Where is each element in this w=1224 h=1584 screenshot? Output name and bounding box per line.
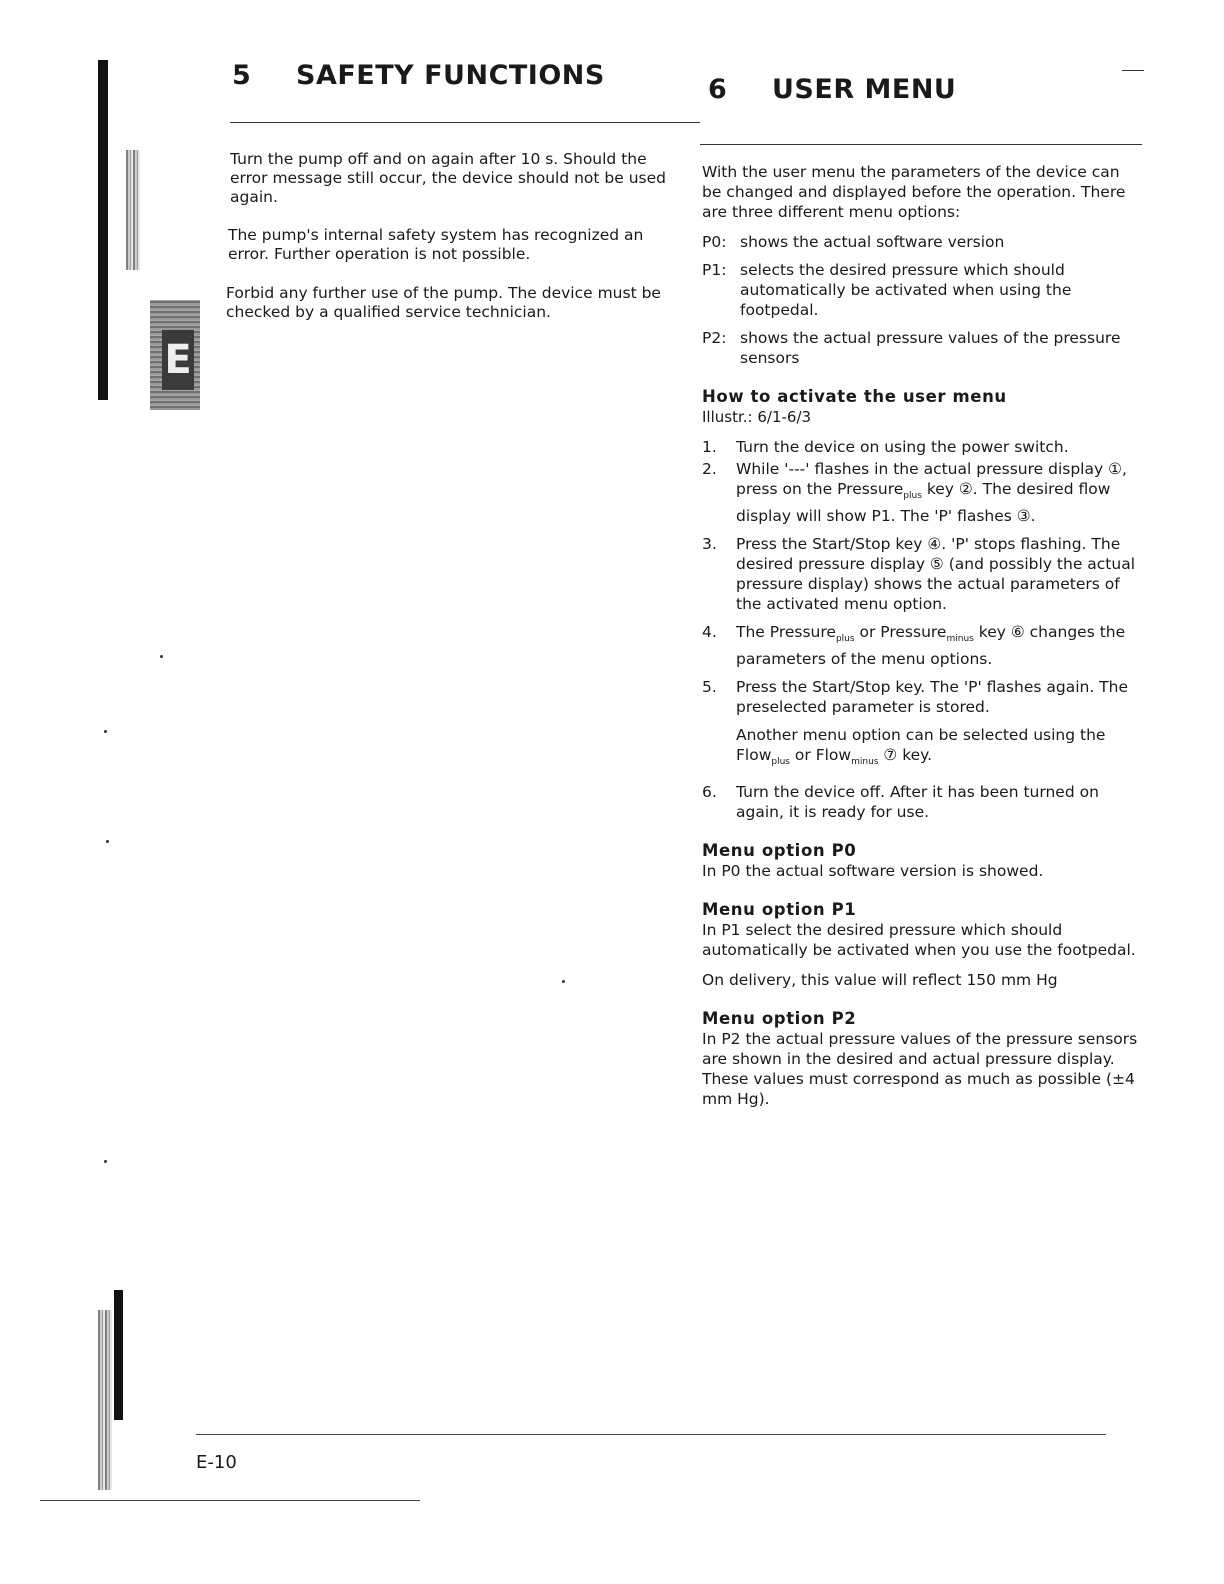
- scan-speck: [562, 980, 565, 983]
- scan-binding-bar-top: [98, 60, 108, 400]
- safety-paragraph-2: The pump's internal safety system has recognized an error. Further operation is not possible.: [228, 226, 644, 263]
- scan-speck: [160, 655, 163, 658]
- step-text: Press the Start/Stop key. The 'P' flashes again. The preselected parameter is stored.: [736, 678, 1129, 717]
- footer-rule: [196, 1434, 1106, 1435]
- menu-option-p1-heading: Menu option P1: [702, 900, 857, 920]
- step-number: 5.: [702, 678, 717, 697]
- menu-option-p0-heading: Menu option P0: [702, 841, 857, 861]
- header-rule-left: [230, 122, 700, 123]
- step-text: Press the Start/Stop key ④. 'P' stops flashing. The desired pressure display ⑤ (and possibly the actual pressure display) shows the actual parameters of the activated menu option.: [736, 535, 1136, 614]
- step-text: While '---' flashes in the actual pressure display ①, press on the Pressure$_{plus}$ key ②. The desired flow display will show P1. The 'P' flashes ③.: [736, 460, 1127, 526]
- side-tab-letter: E: [162, 330, 194, 390]
- section-side-tab: [150, 300, 200, 410]
- menu-option-p1-delivery: On delivery, this value will reflect 150 mm Hg: [702, 971, 1058, 990]
- menu-option-key: P1:: [702, 261, 727, 279]
- menu-option-item: [702, 232, 1142, 252]
- menu-option-item: [702, 260, 1142, 320]
- menu-option-text: shows the actual pressure values of the pressure sensors: [740, 329, 1121, 367]
- activate-heading: How to activate the user menu: [702, 387, 1007, 406]
- left-section-heading: [232, 60, 605, 91]
- step-text: Turn the device on using the power switch.: [736, 438, 1069, 456]
- scan-speck: [104, 1160, 107, 1163]
- menu-option-p2-heading: Menu option P2: [702, 1009, 857, 1029]
- step-number: 4.: [702, 623, 717, 642]
- menu-option-p2-text: In P2 the actual pressure values of the pressure sensors are shown in the desired and actual pressure display. These values must correspond as much as possible (±4 mm Hg).: [702, 1030, 1138, 1109]
- safety-paragraph-3: Forbid any further use of the pump. The device must be checked by a qualified service technician.: [226, 284, 661, 321]
- menu-option-key: P2:: [702, 329, 727, 347]
- step-text: Turn the device off. After it has been turned on again, it is ready for use.: [736, 783, 1099, 822]
- scan-speck: [104, 730, 107, 733]
- step-number: 2.: [702, 460, 717, 478]
- step-item: [702, 534, 1142, 614]
- user-menu-column: [702, 162, 1142, 1119]
- menu-option-key: P0:: [702, 233, 727, 251]
- step-item: [702, 437, 1142, 457]
- step-number: 1.: [702, 438, 717, 456]
- menu-option-p0-text: In P0 the actual software version is showed.: [702, 862, 1044, 881]
- header-rule-right: [700, 144, 1142, 145]
- menu-option-item: [702, 328, 1142, 368]
- scan-binding-bar-bottom: [114, 1290, 123, 1420]
- left-section-number: 5: [232, 60, 252, 91]
- menu-option-text: shows the actual software version: [740, 233, 1005, 251]
- step-text: The Pressure$_{plus}$ or Pressure$_{minus}$ key ⑥ changes the parameters of the menu options.: [736, 623, 1126, 669]
- activate-illustration-ref: Illustr.: 6/1-6/3: [702, 408, 812, 426]
- user-menu-intro: With the user menu the parameters of the device can be changed and displayed before the operation. There are three different menu options:: [702, 163, 1126, 221]
- step-item: [702, 677, 1142, 717]
- right-section-title: USER MENU: [772, 74, 957, 105]
- corner-mark: [1122, 70, 1144, 71]
- safety-paragraph-1: Turn the pump off and on again after 10 s. Should the error message still occur, the device should not be used again.: [230, 150, 666, 206]
- step-number: 6.: [702, 783, 717, 802]
- right-section-heading: [708, 74, 956, 105]
- step-item: [702, 459, 1142, 526]
- bottom-edge-rule: [40, 1500, 420, 1501]
- step-5-note: Another menu option can be selected using the Flow$_{plus}$ or Flow$_{minus}$ ⑦ key.: [736, 726, 1106, 768]
- scan-texture-bottom: [98, 1310, 112, 1490]
- menu-option-text: selects the desired pressure which should automatically be activated when using the footpedal.: [740, 261, 1072, 319]
- page-number: E-10: [196, 1452, 237, 1473]
- menu-option-p1-text: In P1 select the desired pressure which should automatically be activated when you use the footpedal.: [702, 921, 1136, 960]
- scan-speck: [106, 840, 109, 843]
- step-number: 3.: [702, 535, 717, 554]
- scan-texture-top: [126, 150, 140, 270]
- step-item: [702, 782, 1142, 822]
- right-section-number: 6: [708, 74, 728, 105]
- step-item: [702, 622, 1142, 669]
- left-section-title: SAFETY FUNCTIONS: [296, 60, 605, 91]
